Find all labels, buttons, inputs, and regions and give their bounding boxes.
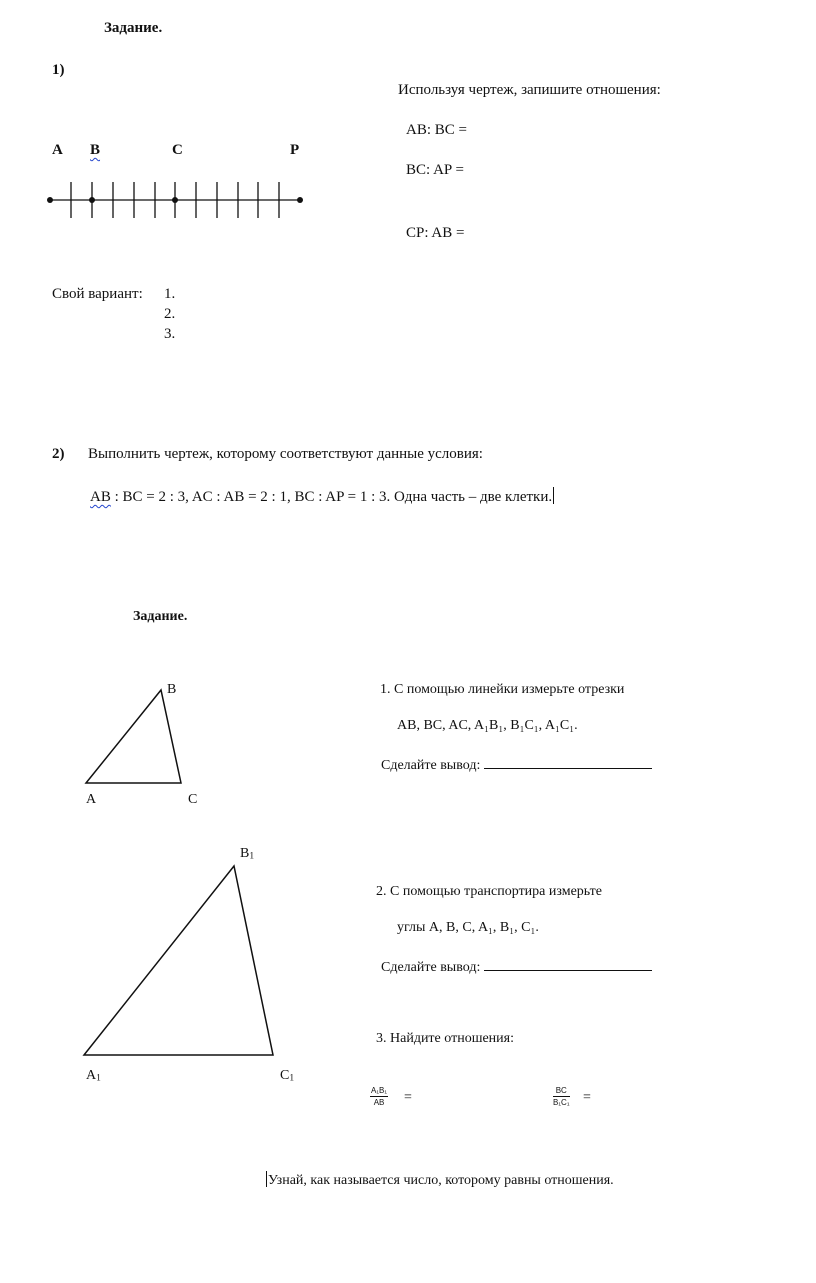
point-b-dot (89, 197, 95, 203)
triangle-abc (80, 684, 200, 794)
step-2-answer-blank[interactable] (484, 958, 652, 971)
fraction-a1b1-ab (370, 1085, 388, 1108)
own-variant-label: Свой вариант: (52, 286, 143, 302)
task-2-condition (90, 487, 554, 506)
text-cursor-2 (266, 1171, 267, 1187)
own-variant-item-1: 1. (164, 286, 176, 302)
task-1-instruction: Используя чертеж, запишите отношения: (398, 82, 661, 98)
point-label-c: C (172, 142, 183, 158)
fraction-2-numerator: BC (553, 1085, 570, 1097)
own-variant-item-2: 2. (164, 306, 176, 322)
fraction-2-equals: = (583, 1090, 591, 1105)
fraction-1-denominator: AB (373, 1098, 385, 1107)
text-cursor (553, 487, 554, 504)
own-variant-item-3: 3. (164, 326, 176, 342)
triangle2-label-c1: C1 (280, 1068, 295, 1084)
step-2-angles: углы A, B, C, A₁, B₁, C₁. (397, 920, 539, 935)
point-c-dot (172, 197, 178, 203)
fraction-1-equals: = (404, 1090, 412, 1105)
step-1-conclusion: Сделайте вывод: (381, 756, 652, 774)
condition-rest: : BC = 2 : 3, AC : AB = 2 : 1, BC : AP = 1 : 3. Одна часть – две клетки. (110, 489, 553, 505)
triangle2-label-a1: A1 (86, 1068, 101, 1084)
step-2-conclusion: Сделайте вывод: (381, 958, 652, 976)
task-2-instruction: Выполнить чертеж, которому соответствуют данные условия: (88, 446, 483, 462)
task-1-number: 1) (52, 62, 65, 78)
step-3-instruction: 3. Найдите отношения: (376, 1031, 514, 1046)
triangle-a1b1c1 (80, 860, 280, 1060)
point-label-a: A (52, 142, 63, 158)
ratio-ab-bc: AB: BC = (406, 122, 467, 138)
triangle2-label-b1: B1 (240, 846, 255, 862)
segment-diagram (40, 176, 310, 226)
step-1-segments: AB, BC, AC, A₁B₁, B₁C₁, A₁C₁. (397, 718, 578, 733)
point-label-b: B (90, 142, 101, 158)
fraction-2-denominator: B₁C₁ (553, 1098, 570, 1107)
final-question: Узнай, как называется число, которому равны отношения. (268, 1173, 614, 1188)
step-1-instruction: 1. С помощью линейки измерьте отрезки (380, 682, 625, 697)
fraction-bc-b1c1 (553, 1085, 570, 1108)
triangle1-label-c: C (188, 792, 198, 807)
section-2-title: Задание. (133, 609, 188, 624)
ratio-bc-ap: BC: AP = (406, 162, 464, 178)
step-2-instruction: 2. С помощью транспортира измерьте (376, 884, 602, 899)
condition-ab-word: AB (90, 489, 111, 505)
task-2-number: 2) (52, 446, 65, 462)
page-title: Задание. (104, 20, 163, 36)
point-p-dot (297, 197, 303, 203)
point-a-dot (47, 197, 53, 203)
point-label-p: P (290, 142, 300, 158)
ratio-cp-ab: CP: AB = (406, 225, 465, 241)
step-1-answer-blank[interactable] (484, 756, 652, 769)
fraction-1-numerator: A₁B₁ (371, 1086, 388, 1095)
triangle1-label-a: A (86, 792, 97, 807)
triangle1-label-b: B (167, 682, 177, 697)
